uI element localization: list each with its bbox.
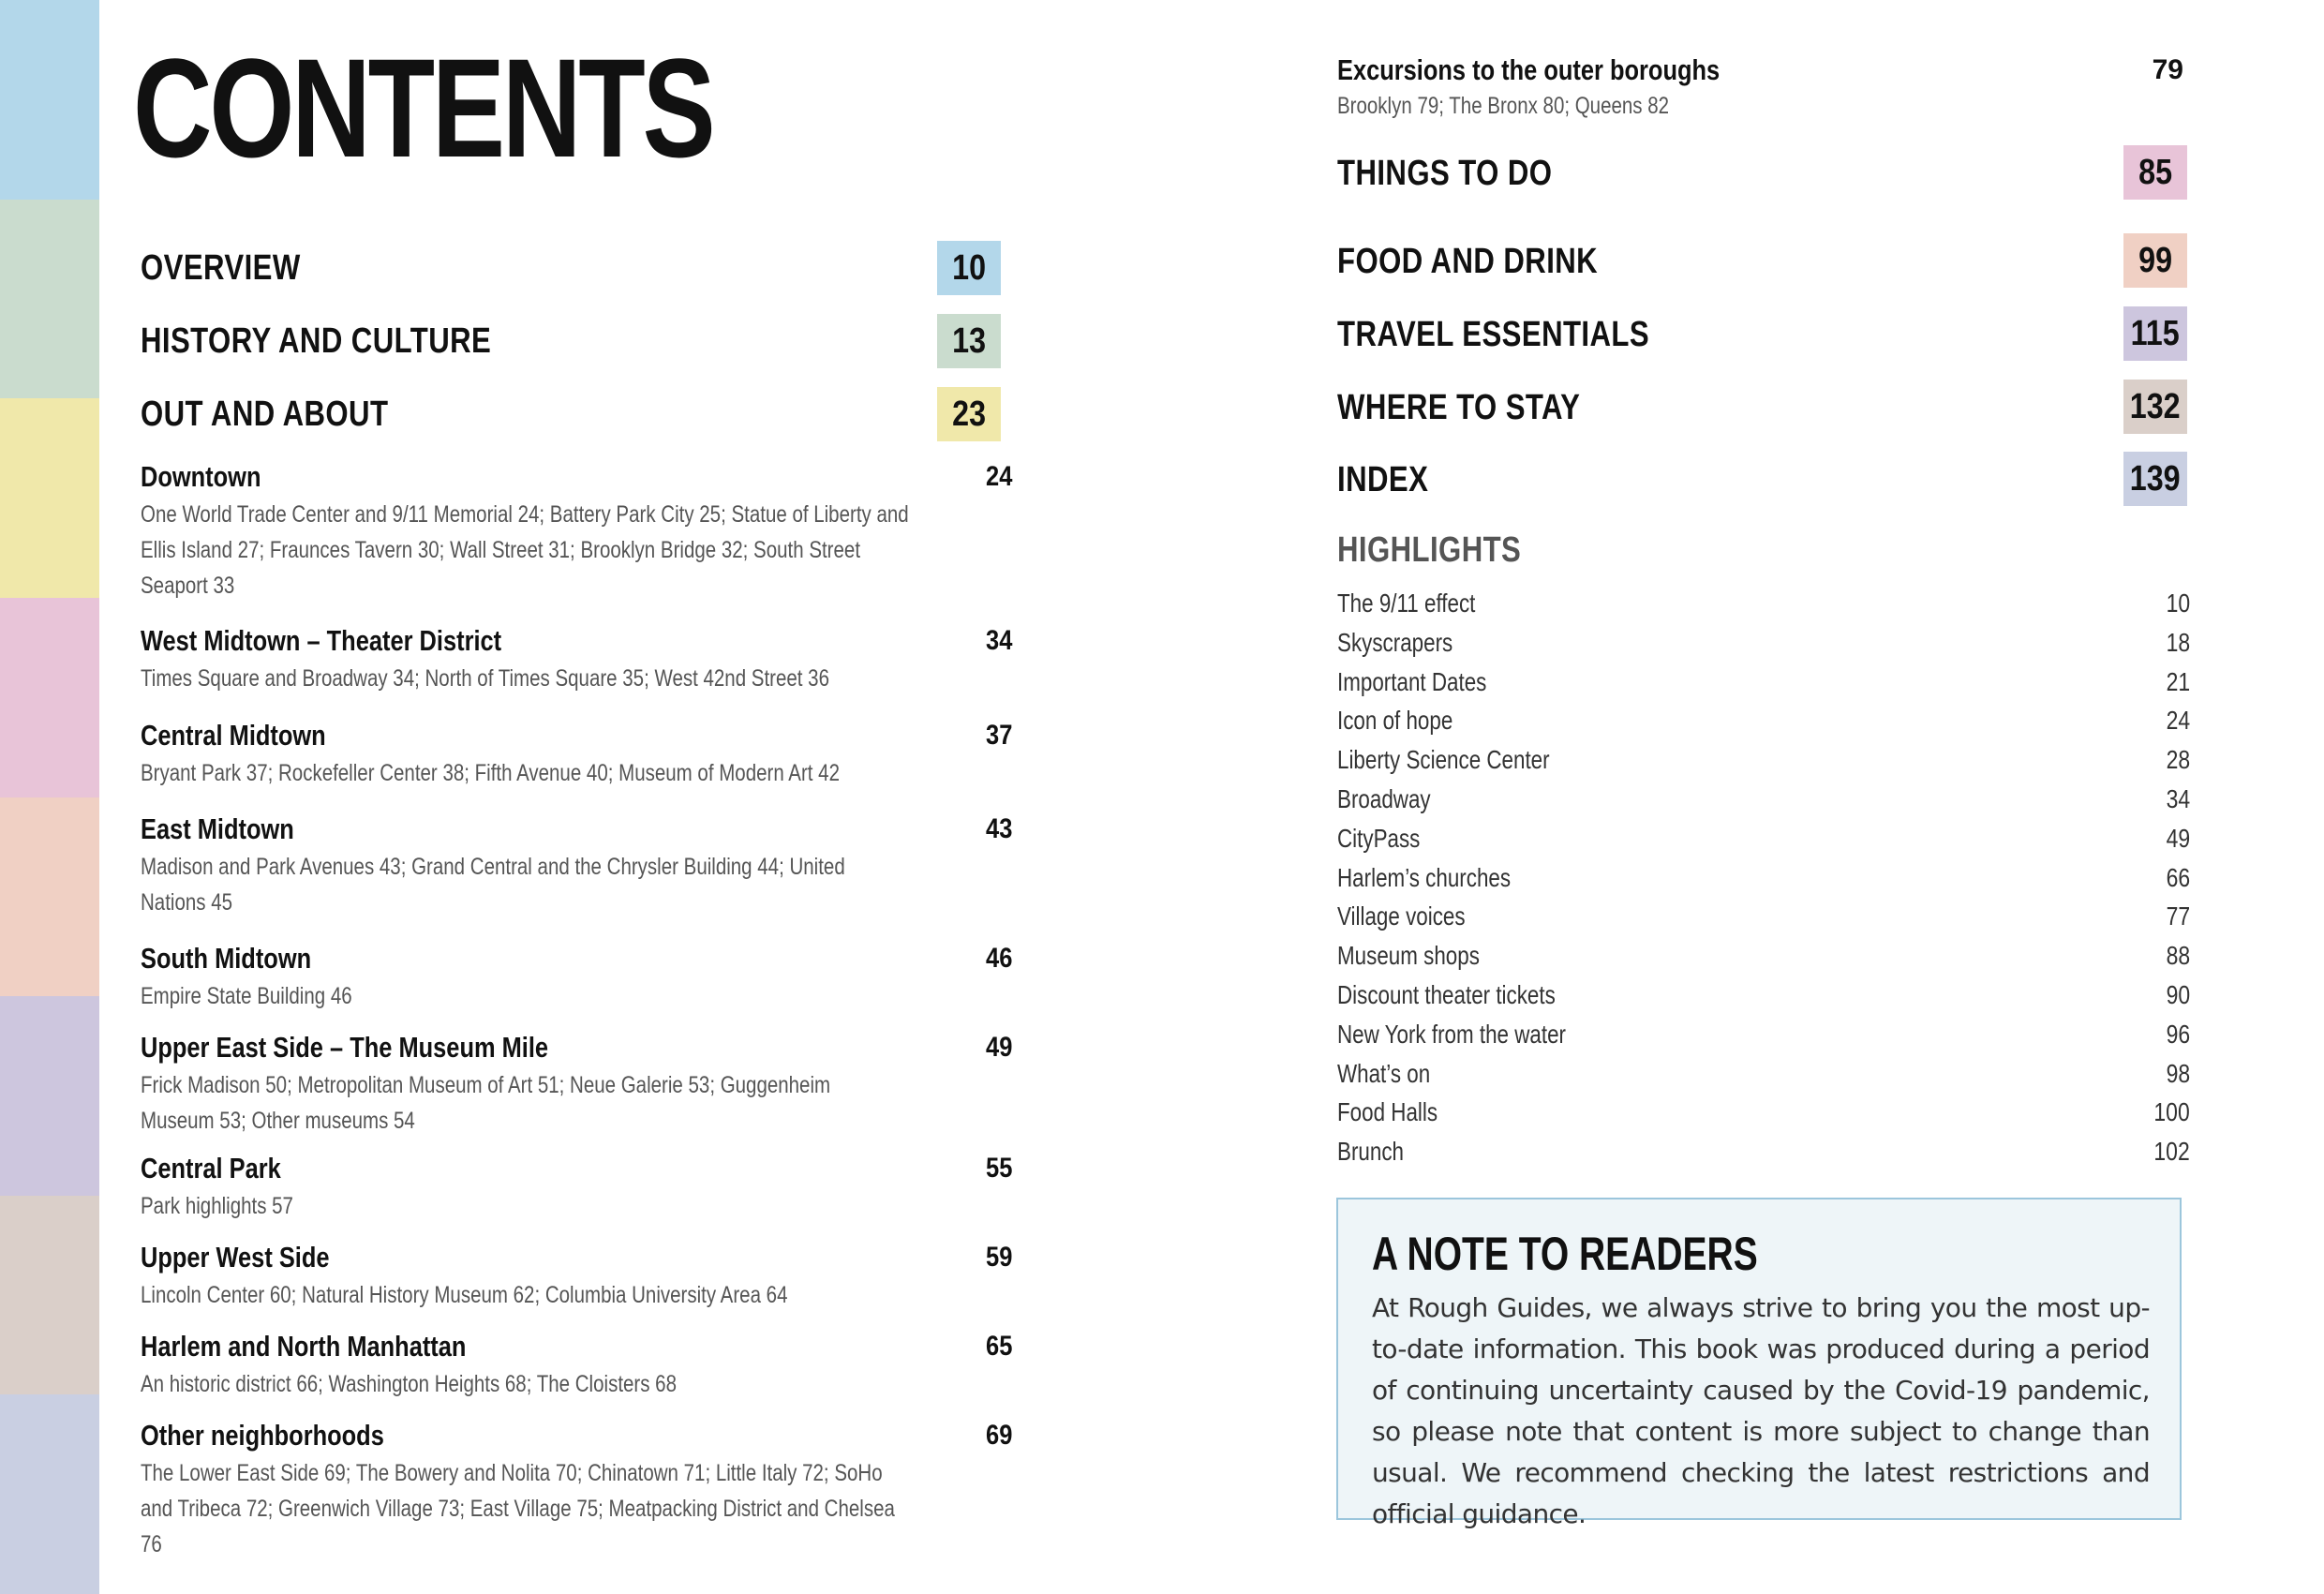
page-title: CONTENTS xyxy=(133,29,713,186)
section-downtown[interactable] xyxy=(141,459,918,603)
note-to-readers-box xyxy=(1336,1198,2182,1529)
highlight-item[interactable]: Broadway 34 xyxy=(1337,783,2190,813)
highlight-item[interactable]: Village voices 77 xyxy=(1337,901,2190,931)
chapter-travel-essentials[interactable]: TRAVEL ESSENTIALS xyxy=(1337,315,1650,354)
section-excursions-title[interactable]: Excursions to the outer boroughs xyxy=(1337,53,1721,86)
note-body: At Rough Guides, we always strive to bring you the most up-to-date information. This book was produced during a period of continuing uncertainty caused by the Covid-19 pandemic, so please note that content is more subject to change than usual. We recommend checking the latest restrictions and official guidance. xyxy=(1372,1292,2150,1529)
section-excursions-description: Brooklyn 79; The Bronx 80; Queens 82 xyxy=(1337,93,1670,119)
section-description: Madison and Park Avenues 43; Grand Central and the Chrysler Building 44; United Nations 45 xyxy=(141,854,845,916)
section-title: Downtown xyxy=(141,460,261,493)
highlight-item[interactable]: CityPass 49 xyxy=(1337,823,2190,853)
chapter-history-and-culture[interactable]: HISTORY AND CULTURE xyxy=(141,321,492,361)
highlights-heading: HIGHLIGHTS xyxy=(1337,530,1522,570)
section-title: East Midtown xyxy=(141,812,294,845)
section-title: Harlem and North Manhattan xyxy=(141,1330,467,1363)
section-title: Central Midtown xyxy=(141,719,326,752)
section-title: South Midtown xyxy=(141,942,312,975)
chapter-where-to-stay-page: 132 xyxy=(2123,380,2187,434)
section-central-midtown[interactable] xyxy=(141,718,918,791)
section-page: 34 xyxy=(985,625,1012,656)
highlight-item[interactable]: New York from the water 96 xyxy=(1337,1019,2190,1049)
highlight-item[interactable]: Icon of hope 24 xyxy=(1337,706,2190,736)
chapter-overview-page: 10 xyxy=(937,241,1001,295)
highlight-item[interactable]: Food Halls 100 xyxy=(1337,1097,2190,1127)
chapter-out-and-about-page: 23 xyxy=(937,387,1001,441)
section-page: 37 xyxy=(985,720,1012,751)
chapter-food-and-drink-page: 99 xyxy=(2123,233,2187,288)
section-title: West Midtown – Theater District xyxy=(141,624,502,657)
section-page: 24 xyxy=(985,461,1012,492)
chapter-index[interactable]: INDEX xyxy=(1337,460,1429,499)
color-stripe xyxy=(0,996,99,1196)
section-page: 43 xyxy=(985,813,1012,844)
color-stripe xyxy=(0,200,99,399)
section-description: An historic district 66; Washington Heights 68; The Cloisters 68 xyxy=(141,1371,677,1397)
note-title: A NOTE TO READERS xyxy=(1372,1228,1758,1280)
section-description: Times Square and Broadway 34; North of Times Square 35; West 42nd Street 36 xyxy=(141,665,829,692)
highlight-item[interactable]: What’s on 98 xyxy=(1337,1058,2190,1088)
color-stripe xyxy=(0,797,99,997)
section-page: 69 xyxy=(985,1420,1012,1451)
section-east-midtown[interactable] xyxy=(141,812,918,920)
section-description: Frick Madison 50; Metropolitan Museum of Art 51; Neue Galerie 53; Guggenheim Museum 53; Other museums 54 xyxy=(141,1072,831,1134)
section-other-neighborhoods[interactable] xyxy=(141,1418,918,1562)
chapter-index-page: 139 xyxy=(2123,452,2187,506)
color-stripe xyxy=(0,1394,99,1594)
section-page: 46 xyxy=(985,943,1012,974)
section-description: Park highlights 57 xyxy=(141,1193,293,1219)
highlight-item[interactable]: Museum shops 88 xyxy=(1337,941,2190,971)
section-title: Upper West Side xyxy=(141,1241,330,1274)
section-description: Lincoln Center 60; Natural History Museum 62; Columbia University Area 64 xyxy=(141,1282,788,1308)
color-stripe xyxy=(0,398,99,598)
section-page: 59 xyxy=(985,1242,1012,1273)
highlight-item[interactable]: The 9/11 effect 10 xyxy=(1337,588,2190,618)
section-south-midtown[interactable] xyxy=(141,941,918,1014)
section-west-midtown[interactable] xyxy=(141,623,918,696)
highlight-item[interactable]: Liberty Science Center 28 xyxy=(1337,745,2190,775)
color-stripe xyxy=(0,598,99,797)
section-upper-east-side[interactable] xyxy=(141,1030,918,1139)
section-description: Bryant Park 37; Rockefeller Center 38; Fifth Avenue 40; Museum of Modern Art 42 xyxy=(141,760,840,786)
highlight-item[interactable]: Harlem’s churches 66 xyxy=(1337,862,2190,892)
section-upper-west-side[interactable] xyxy=(141,1240,918,1313)
color-tab-stripes xyxy=(0,0,99,1594)
highlight-item[interactable]: Important Dates 21 xyxy=(1337,666,2190,696)
color-stripe xyxy=(0,1196,99,1395)
chapter-travel-essentials-page: 115 xyxy=(2123,306,2187,361)
section-title: Central Park xyxy=(141,1152,281,1184)
chapter-history-page: 13 xyxy=(937,314,1001,368)
section-description: One World Trade Center and 9/11 Memorial 24; Battery Park City 25; Statue of Liberty and Ellis Island 27; Fraunces Tavern 30; Wall Street 31; Brooklyn Bridge 32; South Street Seaport 33 xyxy=(141,501,909,599)
chapter-things-to-do-page: 85 xyxy=(2123,145,2187,200)
section-excursions-page: 79 xyxy=(2152,54,2183,85)
section-title: Other neighborhoods xyxy=(141,1419,384,1452)
section-harlem[interactable] xyxy=(141,1329,918,1402)
section-page: 65 xyxy=(985,1331,1012,1362)
chapter-overview[interactable]: OVERVIEW xyxy=(141,248,301,288)
chapter-things-to-do[interactable]: THINGS TO DO xyxy=(1337,154,1553,193)
chapter-food-and-drink[interactable]: FOOD AND DRINK xyxy=(1337,242,1599,281)
chapter-out-and-about[interactable]: OUT AND ABOUT xyxy=(141,395,389,434)
highlights-list xyxy=(1337,585,2190,1172)
section-page: 55 xyxy=(985,1153,1012,1184)
section-description: Empire State Building 46 xyxy=(141,983,352,1009)
highlight-item[interactable]: Skyscrapers 18 xyxy=(1337,627,2190,657)
color-stripe xyxy=(0,0,99,200)
section-description: The Lower East Side 69; The Bowery and Nolita 70; Chinatown 71; Little Italy 72; SoHo and Tribeca 72; Greenwich Village 73; East Village 75; Meatpacking District and Chelsea 76 xyxy=(141,1460,895,1557)
highlight-item[interactable]: Brunch 102 xyxy=(1337,1137,2190,1167)
highlight-item[interactable]: Discount theater tickets 90 xyxy=(1337,979,2190,1009)
chapter-where-to-stay[interactable]: WHERE TO STAY xyxy=(1337,388,1581,427)
section-central-park[interactable] xyxy=(141,1151,918,1224)
section-page: 49 xyxy=(985,1032,1012,1063)
section-title: Upper East Side – The Museum Mile xyxy=(141,1031,549,1064)
